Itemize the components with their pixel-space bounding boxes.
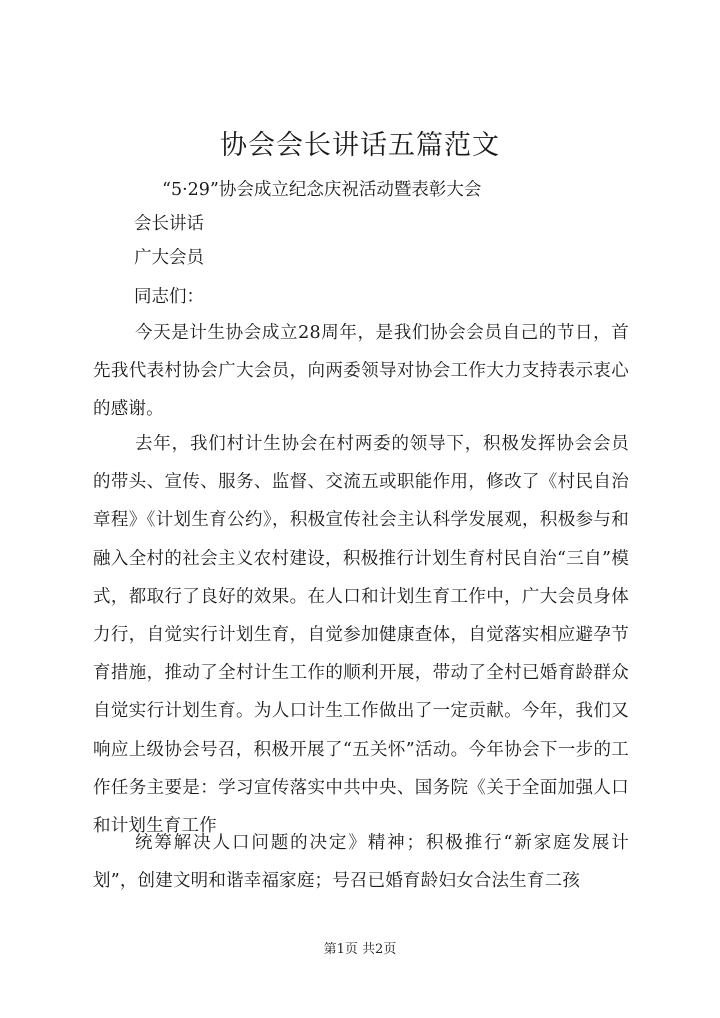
document-title: 协会会长讲话五篇范文 bbox=[220, 130, 500, 161]
paragraph-1: 今天是计生协会成立28周年，是我们协会会员自己的节日，首先我代表村协会广大会员，向两委领导对协会工作大力支持表示衷心的感谢。 bbox=[93, 323, 629, 420]
document-subtitle: “5·29”协会成立纪念庆祝活动暨表彰大会 bbox=[162, 180, 482, 200]
speech-label: 会长讲话 bbox=[134, 214, 204, 234]
salutation-line: 同志们： bbox=[134, 287, 204, 307]
paragraph-3: 统筹解决人口问题的决定》精神；积极推行“新家庭发展计划”，创建文明和谐幸福家庭；号召已婚育龄妇女合法生育二孩 bbox=[93, 833, 629, 892]
page-footer: 第1页 共2页 bbox=[323, 942, 397, 957]
audience-line: 广大会员 bbox=[134, 248, 204, 268]
paragraph-2: 去年，我们村计生协会在村两委的领导下，积极发挥协会会员的带头、宣传、服务、监督、交流五或职能作用，修改了《村民自治章程》《计划生育公约》，积极宣传社会主认科学发展观，积极参与和融入全村的社会主义农村建设，积极推行计划生育村民自治“三自”模式，都取行了良好的效果。在人口和计划生育工作中，广大会员身体力行，自觉实行计划生育，自觉参加健康查体，自觉落实相应避孕节育措施，推动了全村计生工作的顺利开展，带动了全村已婚育龄群众自觉实行计划生育。为人口计生工作做出了一定贡献。今年，我们又响应上级协会号召，积极开展了“五关怀”活动。今年协会下一步的工作任务主要是：学习宣传落实中共中央、国务院《关于全面加强人口和计划生育工作 bbox=[93, 434, 629, 837]
